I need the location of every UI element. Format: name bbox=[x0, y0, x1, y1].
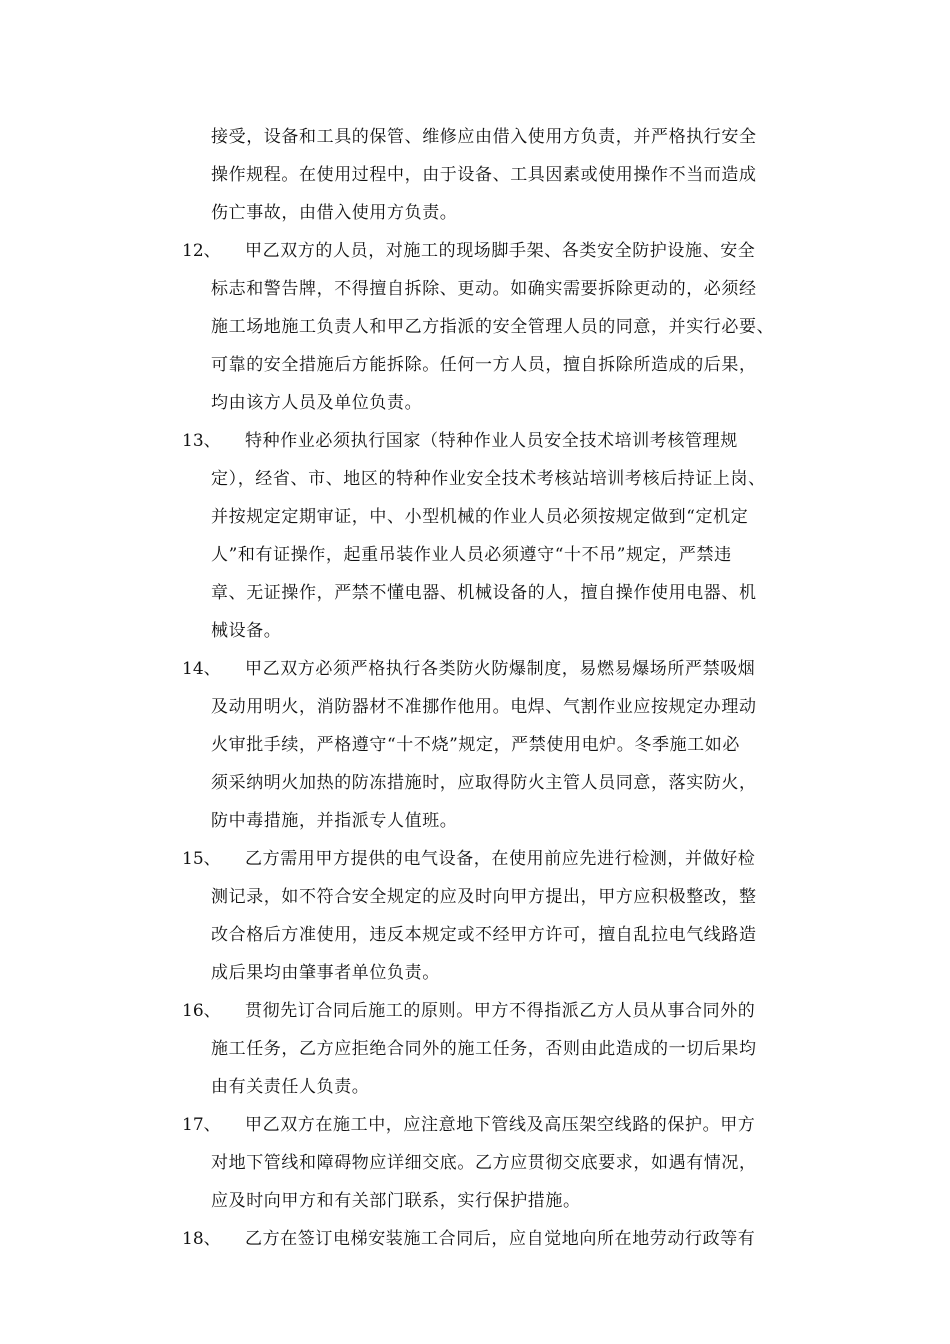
paragraph-line: 械设备。 bbox=[211, 621, 282, 641]
paragraph-line: 接受，设备和工具的保管、维修应由借入使用方负责，并严格执行安全 bbox=[211, 127, 757, 147]
paragraph-line: 防中毒措施，并指派专人值班。 bbox=[211, 811, 458, 831]
item-number: 13、 bbox=[182, 431, 221, 451]
paragraph-line: 定），经省、市、地区的特种作业安全技术考核站培训考核后持证上岗、 bbox=[211, 469, 766, 489]
paragraph-line: 甲乙双方的人员，对施工的现场脚手架、各类安全防护设施、安全 bbox=[245, 241, 756, 261]
paragraph-line: 贯彻先订合同后施工的原则。甲方不得指派乙方人员从事合同外的 bbox=[245, 1001, 756, 1021]
paragraph-line: 由有关责任人负责。 bbox=[211, 1077, 370, 1097]
paragraph-line: 标志和警告牌，不得擅自拆除、更动。如确实需要拆除更动的，必须经 bbox=[211, 279, 757, 299]
item-number: 14、 bbox=[182, 659, 221, 679]
item-number: 12、 bbox=[182, 241, 221, 261]
paragraph-line: 及动用明火，消防器材不准挪作他用。电焊、气割作业应按规定办理动 bbox=[211, 697, 757, 717]
paragraph-line: 应及时向甲方和有关部门联系，实行保护措施。 bbox=[211, 1191, 581, 1211]
paragraph-line: 甲乙双方必须严格执行各类防火防爆制度，易燃易爆场所严禁吸烟 bbox=[245, 659, 756, 679]
paragraph-line: 改合格后方准使用，违反本规定或不经甲方许可，擅自乱拉电气线路造 bbox=[211, 925, 757, 945]
paragraph-line: 特种作业必须执行国家（特种作业人员安全技术培训考核管理规 bbox=[245, 431, 738, 451]
paragraph-line: 施工场地施工负责人和甲乙方指派的安全管理人员的同意，并实行必要、 bbox=[211, 317, 775, 337]
paragraph-line: 甲乙双方在施工中，应注意地下管线及高压架空线路的保护。甲方 bbox=[245, 1115, 756, 1135]
paragraph-line: 并按规定定期审证，中、小型机械的作业人员必须按规定做到“定机定 bbox=[211, 507, 749, 527]
item-number: 17、 bbox=[182, 1115, 221, 1135]
paragraph-line: 测记录，如不符合安全规定的应及时向甲方提出，甲方应积极整改，整 bbox=[211, 887, 757, 907]
paragraph-line: 成后果均由肇事者单位负责。 bbox=[211, 963, 440, 983]
paragraph-line: 须采纳明火加热的防冻措施时，应取得防火主管人员同意，落实防火， bbox=[211, 773, 757, 793]
item-number: 15、 bbox=[182, 849, 221, 869]
paragraph-line: 乙方需用甲方提供的电气设备，在使用前应先进行检测，并做好检 bbox=[245, 849, 756, 869]
paragraph-line: 施工任务，乙方应拒绝合同外的施工任务，否则由此造成的一切后果均 bbox=[211, 1039, 757, 1059]
paragraph-line: 可靠的安全措施后方能拆除。任何一方人员，擅自拆除所造成的后果， bbox=[211, 355, 757, 375]
paragraph-line: 操作规程。在使用过程中，由于设备、工具因素或使用操作不当而造成 bbox=[211, 165, 757, 185]
item-number: 16、 bbox=[182, 1001, 221, 1021]
paragraph-line: 火审批手续，严格遵守“十不烧”规定，严禁使用电炉。冬季施工如必 bbox=[211, 735, 740, 755]
paragraph-line: 人”和有证操作，起重吊装作业人员必须遵守“十不吊”规定，严禁违 bbox=[211, 545, 732, 565]
paragraph-line: 均由该方人员及单位负责。 bbox=[211, 393, 423, 413]
paragraph-line: 伤亡事故，由借入使用方负责。 bbox=[211, 203, 458, 223]
paragraph-line: 乙方在签订电梯安装施工合同后，应自觉地向所在地劳动行政等有 bbox=[245, 1229, 756, 1249]
paragraph-line: 章、无证操作，严禁不懂电器、机械设备的人，擅自操作使用电器、机 bbox=[211, 583, 757, 603]
item-number: 18、 bbox=[182, 1229, 221, 1249]
paragraph-line: 对地下管线和障碍物应详细交底。乙方应贯彻交底要求，如遇有情况， bbox=[211, 1153, 757, 1173]
